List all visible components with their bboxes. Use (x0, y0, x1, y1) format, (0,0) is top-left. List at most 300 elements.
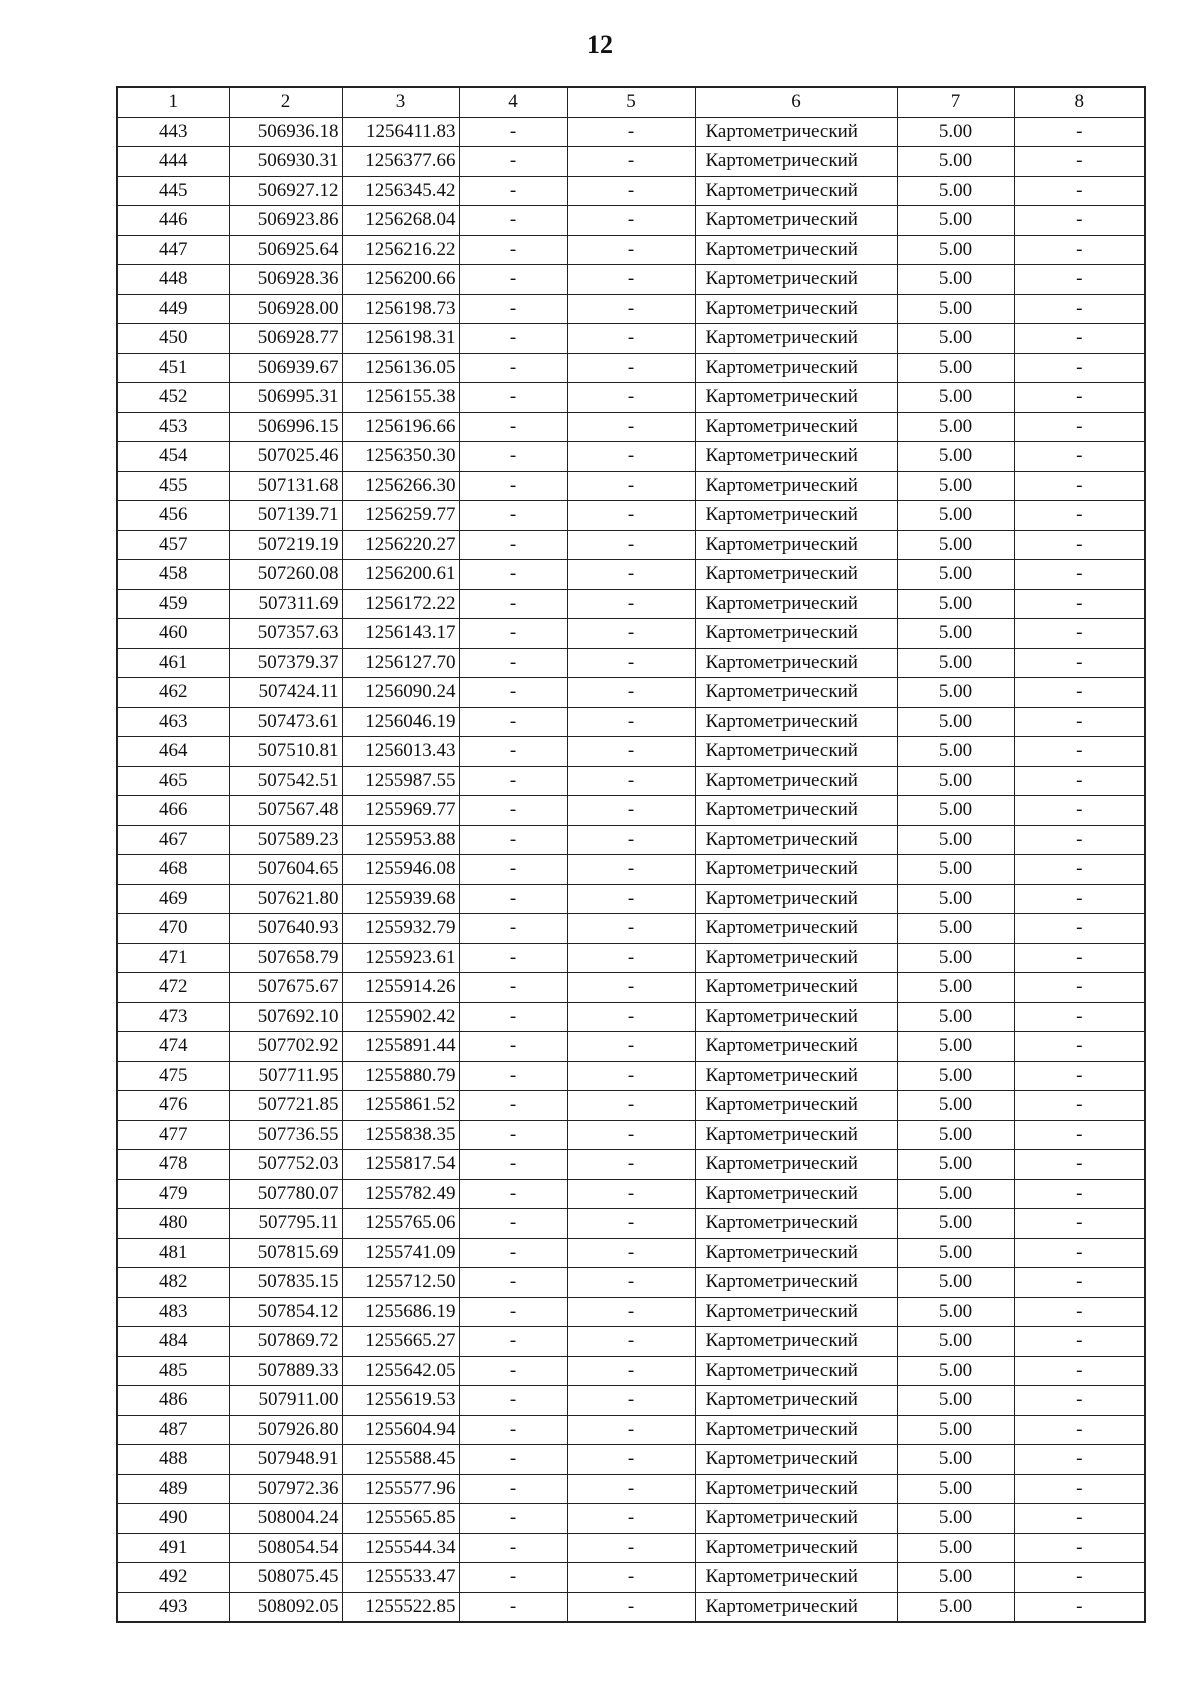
column-4-cell: - (459, 1504, 567, 1534)
accuracy-cell: 5.00 (897, 884, 1014, 914)
accuracy-cell: 5.00 (897, 1327, 1014, 1357)
point-number-cell: 478 (117, 1150, 229, 1180)
y-coordinate-cell: 1256411.83 (342, 117, 459, 147)
column-4-cell: - (459, 1268, 567, 1298)
table-row (117, 648, 1145, 678)
column-8-cell: - (1014, 1179, 1145, 1209)
y-coordinate-cell: 1256216.22 (342, 235, 459, 265)
method-cell: Картометрический (695, 943, 897, 973)
table-row (117, 1297, 1145, 1327)
point-number-cell: 457 (117, 530, 229, 560)
column-5-cell: - (567, 1563, 695, 1593)
table-row (117, 206, 1145, 236)
y-coordinate-cell: 1255565.85 (342, 1504, 459, 1534)
accuracy-cell: 5.00 (897, 855, 1014, 885)
accuracy-cell: 5.00 (897, 412, 1014, 442)
accuracy-cell: 5.00 (897, 1297, 1014, 1327)
column-8-cell: - (1014, 796, 1145, 826)
method-cell: Картометрический (695, 501, 897, 531)
column-5-cell: - (567, 1091, 695, 1121)
point-number-cell: 475 (117, 1061, 229, 1091)
column-5-cell: - (567, 1415, 695, 1445)
method-cell: Картометрический (695, 1504, 897, 1534)
point-number-cell: 454 (117, 442, 229, 472)
point-number-cell: 490 (117, 1504, 229, 1534)
column-4-cell: - (459, 353, 567, 383)
x-coordinate-cell: 507658.79 (229, 943, 342, 973)
column-8-cell: - (1014, 117, 1145, 147)
column-header: 4 (459, 87, 567, 117)
x-coordinate-cell: 507692.10 (229, 1002, 342, 1032)
column-4-cell: - (459, 1150, 567, 1180)
point-number-cell: 476 (117, 1091, 229, 1121)
accuracy-cell: 5.00 (897, 353, 1014, 383)
y-coordinate-cell: 1255923.61 (342, 943, 459, 973)
method-cell: Картометрический (695, 678, 897, 708)
accuracy-cell: 5.00 (897, 796, 1014, 826)
column-4-cell: - (459, 707, 567, 737)
point-number-cell: 486 (117, 1386, 229, 1416)
table-row (117, 1356, 1145, 1386)
y-coordinate-cell: 1255817.54 (342, 1150, 459, 1180)
column-8-cell: - (1014, 619, 1145, 649)
column-4-cell: - (459, 884, 567, 914)
point-number-cell: 446 (117, 206, 229, 236)
x-coordinate-cell: 508054.54 (229, 1533, 342, 1563)
column-header: 7 (897, 87, 1014, 117)
y-coordinate-cell: 1255577.96 (342, 1474, 459, 1504)
column-5-cell: - (567, 884, 695, 914)
method-cell: Картометрический (695, 442, 897, 472)
table-row (117, 1150, 1145, 1180)
accuracy-cell: 5.00 (897, 117, 1014, 147)
column-4-cell: - (459, 648, 567, 678)
accuracy-cell: 5.00 (897, 1209, 1014, 1239)
point-number-cell: 488 (117, 1445, 229, 1475)
y-coordinate-cell: 1255544.34 (342, 1533, 459, 1563)
y-coordinate-cell: 1256155.38 (342, 383, 459, 413)
column-8-cell: - (1014, 973, 1145, 1003)
column-8-cell: - (1014, 825, 1145, 855)
column-8-cell: - (1014, 1209, 1145, 1239)
table-row (117, 707, 1145, 737)
x-coordinate-cell: 506930.31 (229, 147, 342, 177)
column-5-cell: - (567, 235, 695, 265)
accuracy-cell: 5.00 (897, 560, 1014, 590)
y-coordinate-cell: 1255987.55 (342, 766, 459, 796)
column-5-cell: - (567, 1238, 695, 1268)
accuracy-cell: 5.00 (897, 1563, 1014, 1593)
column-5-cell: - (567, 412, 695, 442)
x-coordinate-cell: 507311.69 (229, 589, 342, 619)
accuracy-cell: 5.00 (897, 471, 1014, 501)
table-row (117, 796, 1145, 826)
x-coordinate-cell: 507219.19 (229, 530, 342, 560)
method-cell: Картометрический (695, 117, 897, 147)
x-coordinate-cell: 506939.67 (229, 353, 342, 383)
accuracy-cell: 5.00 (897, 1091, 1014, 1121)
point-number-cell: 493 (117, 1592, 229, 1622)
method-cell: Картометрический (695, 147, 897, 177)
column-8-cell: - (1014, 1474, 1145, 1504)
column-4-cell: - (459, 560, 567, 590)
point-number-cell: 452 (117, 383, 229, 413)
column-5-cell: - (567, 1179, 695, 1209)
column-4-cell: - (459, 206, 567, 236)
column-5-cell: - (567, 737, 695, 767)
column-header: 5 (567, 87, 695, 117)
point-number-cell: 481 (117, 1238, 229, 1268)
column-5-cell: - (567, 294, 695, 324)
column-8-cell: - (1014, 855, 1145, 885)
point-number-cell: 468 (117, 855, 229, 885)
column-header: 1 (117, 87, 229, 117)
column-4-cell: - (459, 176, 567, 206)
point-number-cell: 459 (117, 589, 229, 619)
accuracy-cell: 5.00 (897, 294, 1014, 324)
table-row (117, 1563, 1145, 1593)
y-coordinate-cell: 1256196.66 (342, 412, 459, 442)
x-coordinate-cell: 507379.37 (229, 648, 342, 678)
table-row (117, 147, 1145, 177)
column-header: 6 (695, 87, 897, 117)
column-5-cell: - (567, 324, 695, 354)
y-coordinate-cell: 1256143.17 (342, 619, 459, 649)
method-cell: Картометрический (695, 1386, 897, 1416)
column-4-cell: - (459, 1297, 567, 1327)
column-5-cell: - (567, 530, 695, 560)
x-coordinate-cell: 507736.55 (229, 1120, 342, 1150)
point-number-cell: 450 (117, 324, 229, 354)
x-coordinate-cell: 507473.61 (229, 707, 342, 737)
column-8-cell: - (1014, 147, 1145, 177)
accuracy-cell: 5.00 (897, 914, 1014, 944)
x-coordinate-cell: 506996.15 (229, 412, 342, 442)
column-5-cell: - (567, 1002, 695, 1032)
method-cell: Картометрический (695, 1238, 897, 1268)
y-coordinate-cell: 1255969.77 (342, 796, 459, 826)
table-row (117, 1002, 1145, 1032)
column-5-cell: - (567, 147, 695, 177)
accuracy-cell: 5.00 (897, 648, 1014, 678)
column-4-cell: - (459, 1327, 567, 1357)
column-8-cell: - (1014, 206, 1145, 236)
accuracy-cell: 5.00 (897, 442, 1014, 472)
x-coordinate-cell: 507889.33 (229, 1356, 342, 1386)
accuracy-cell: 5.00 (897, 707, 1014, 737)
accuracy-cell: 5.00 (897, 501, 1014, 531)
y-coordinate-cell: 1256136.05 (342, 353, 459, 383)
column-8-cell: - (1014, 1592, 1145, 1622)
column-4-cell: - (459, 1179, 567, 1209)
column-5-cell: - (567, 1209, 695, 1239)
x-coordinate-cell: 507911.00 (229, 1386, 342, 1416)
method-cell: Картометрический (695, 855, 897, 885)
x-coordinate-cell: 507589.23 (229, 825, 342, 855)
column-4-cell: - (459, 973, 567, 1003)
column-4-cell: - (459, 825, 567, 855)
column-8-cell: - (1014, 1327, 1145, 1357)
column-5-cell: - (567, 206, 695, 236)
x-coordinate-cell: 507510.81 (229, 737, 342, 767)
column-8-cell: - (1014, 471, 1145, 501)
accuracy-cell: 5.00 (897, 1504, 1014, 1534)
table-row (117, 825, 1145, 855)
column-8-cell: - (1014, 766, 1145, 796)
y-coordinate-cell: 1255902.42 (342, 1002, 459, 1032)
column-5-cell: - (567, 796, 695, 826)
column-4-cell: - (459, 1120, 567, 1150)
method-cell: Картометрический (695, 294, 897, 324)
column-8-cell: - (1014, 176, 1145, 206)
column-4-cell: - (459, 147, 567, 177)
table-row (117, 1415, 1145, 1445)
table-body (117, 117, 1145, 1622)
y-coordinate-cell: 1255522.85 (342, 1592, 459, 1622)
table-row (117, 294, 1145, 324)
column-4-cell: - (459, 1563, 567, 1593)
column-4-cell: - (459, 796, 567, 826)
method-cell: Картометрический (695, 1209, 897, 1239)
column-5-cell: - (567, 353, 695, 383)
column-8-cell: - (1014, 324, 1145, 354)
table-row (117, 589, 1145, 619)
column-4-cell: - (459, 324, 567, 354)
table-row (117, 353, 1145, 383)
method-cell: Картометрический (695, 265, 897, 295)
method-cell: Картометрический (695, 737, 897, 767)
method-cell: Картометрический (695, 1327, 897, 1357)
y-coordinate-cell: 1256198.31 (342, 324, 459, 354)
table-row (117, 1386, 1145, 1416)
table-row (117, 1091, 1145, 1121)
column-5-cell: - (567, 1120, 695, 1150)
accuracy-cell: 5.00 (897, 589, 1014, 619)
column-4-cell: - (459, 1032, 567, 1062)
column-8-cell: - (1014, 560, 1145, 590)
column-8-cell: - (1014, 265, 1145, 295)
column-5-cell: - (567, 1592, 695, 1622)
column-4-cell: - (459, 1386, 567, 1416)
column-5-cell: - (567, 442, 695, 472)
method-cell: Картометрический (695, 235, 897, 265)
method-cell: Картометрический (695, 825, 897, 855)
method-cell: Картометрический (695, 1415, 897, 1445)
y-coordinate-cell: 1256220.27 (342, 530, 459, 560)
y-coordinate-cell: 1255953.88 (342, 825, 459, 855)
point-number-cell: 445 (117, 176, 229, 206)
accuracy-cell: 5.00 (897, 147, 1014, 177)
y-coordinate-cell: 1255932.79 (342, 914, 459, 944)
column-5-cell: - (567, 619, 695, 649)
y-coordinate-cell: 1255741.09 (342, 1238, 459, 1268)
y-coordinate-cell: 1256377.66 (342, 147, 459, 177)
y-coordinate-cell: 1256259.77 (342, 501, 459, 531)
point-number-cell: 455 (117, 471, 229, 501)
coordinates-table (116, 86, 1146, 1623)
accuracy-cell: 5.00 (897, 1415, 1014, 1445)
accuracy-cell: 5.00 (897, 766, 1014, 796)
x-coordinate-cell: 508075.45 (229, 1563, 342, 1593)
method-cell: Картометрический (695, 324, 897, 354)
table-row (117, 1120, 1145, 1150)
x-coordinate-cell: 507854.12 (229, 1297, 342, 1327)
column-5-cell: - (567, 1032, 695, 1062)
method-cell: Картометрический (695, 560, 897, 590)
column-5-cell: - (567, 1327, 695, 1357)
method-cell: Картометрический (695, 1563, 897, 1593)
y-coordinate-cell: 1255782.49 (342, 1179, 459, 1209)
method-cell: Картометрический (695, 383, 897, 413)
y-coordinate-cell: 1255838.35 (342, 1120, 459, 1150)
point-number-cell: 449 (117, 294, 229, 324)
table-row (117, 973, 1145, 1003)
x-coordinate-cell: 507972.36 (229, 1474, 342, 1504)
table-row (117, 1061, 1145, 1091)
accuracy-cell: 5.00 (897, 1061, 1014, 1091)
column-4-cell: - (459, 412, 567, 442)
accuracy-cell: 5.00 (897, 825, 1014, 855)
y-coordinate-cell: 1255686.19 (342, 1297, 459, 1327)
x-coordinate-cell: 506928.36 (229, 265, 342, 295)
x-coordinate-cell: 507542.51 (229, 766, 342, 796)
x-coordinate-cell: 507357.63 (229, 619, 342, 649)
y-coordinate-cell: 1256345.42 (342, 176, 459, 206)
accuracy-cell: 5.00 (897, 1356, 1014, 1386)
y-coordinate-cell: 1255939.68 (342, 884, 459, 914)
column-8-cell: - (1014, 707, 1145, 737)
table-header-row (117, 87, 1145, 117)
column-4-cell: - (459, 766, 567, 796)
column-5-cell: - (567, 707, 695, 737)
accuracy-cell: 5.00 (897, 324, 1014, 354)
column-4-cell: - (459, 1415, 567, 1445)
x-coordinate-cell: 507640.93 (229, 914, 342, 944)
x-coordinate-cell: 506923.86 (229, 206, 342, 236)
accuracy-cell: 5.00 (897, 206, 1014, 236)
column-8-cell: - (1014, 1356, 1145, 1386)
x-coordinate-cell: 506995.31 (229, 383, 342, 413)
point-number-cell: 473 (117, 1002, 229, 1032)
table-row (117, 1209, 1145, 1239)
column-4-cell: - (459, 501, 567, 531)
table-row (117, 501, 1145, 531)
point-number-cell: 474 (117, 1032, 229, 1062)
method-cell: Картометрический (695, 619, 897, 649)
x-coordinate-cell: 507926.80 (229, 1415, 342, 1445)
column-5-cell: - (567, 914, 695, 944)
x-coordinate-cell: 507711.95 (229, 1061, 342, 1091)
point-number-cell: 487 (117, 1415, 229, 1445)
point-number-cell: 472 (117, 973, 229, 1003)
accuracy-cell: 5.00 (897, 1002, 1014, 1032)
y-coordinate-cell: 1255642.05 (342, 1356, 459, 1386)
column-8-cell: - (1014, 1297, 1145, 1327)
method-cell: Картометрический (695, 766, 897, 796)
table-row (117, 1533, 1145, 1563)
accuracy-cell: 5.00 (897, 1179, 1014, 1209)
accuracy-cell: 5.00 (897, 1032, 1014, 1062)
method-cell: Картометрический (695, 973, 897, 1003)
table-row (117, 530, 1145, 560)
column-5-cell: - (567, 973, 695, 1003)
point-number-cell: 443 (117, 117, 229, 147)
column-5-cell: - (567, 589, 695, 619)
column-8-cell: - (1014, 1091, 1145, 1121)
column-header: 3 (342, 87, 459, 117)
column-5-cell: - (567, 1061, 695, 1091)
column-5-cell: - (567, 766, 695, 796)
table-row (117, 855, 1145, 885)
y-coordinate-cell: 1255665.27 (342, 1327, 459, 1357)
table-row (117, 884, 1145, 914)
table-row (117, 1445, 1145, 1475)
column-4-cell: - (459, 530, 567, 560)
accuracy-cell: 5.00 (897, 1386, 1014, 1416)
y-coordinate-cell: 1255891.44 (342, 1032, 459, 1062)
x-coordinate-cell: 507815.69 (229, 1238, 342, 1268)
column-4-cell: - (459, 1474, 567, 1504)
point-number-cell: 464 (117, 737, 229, 767)
method-cell: Картометрический (695, 1356, 897, 1386)
accuracy-cell: 5.00 (897, 1238, 1014, 1268)
x-coordinate-cell: 507835.15 (229, 1268, 342, 1298)
method-cell: Картометрический (695, 1533, 897, 1563)
column-5-cell: - (567, 943, 695, 973)
table-row (117, 176, 1145, 206)
column-8-cell: - (1014, 943, 1145, 973)
point-number-cell: 479 (117, 1179, 229, 1209)
y-coordinate-cell: 1255533.47 (342, 1563, 459, 1593)
point-number-cell: 460 (117, 619, 229, 649)
column-8-cell: - (1014, 501, 1145, 531)
y-coordinate-cell: 1255880.79 (342, 1061, 459, 1091)
x-coordinate-cell: 507260.08 (229, 560, 342, 590)
method-cell: Картометрический (695, 1002, 897, 1032)
method-cell: Картометрический (695, 1120, 897, 1150)
y-coordinate-cell: 1256200.61 (342, 560, 459, 590)
point-number-cell: 489 (117, 1474, 229, 1504)
column-5-cell: - (567, 383, 695, 413)
column-5-cell: - (567, 855, 695, 885)
column-8-cell: - (1014, 1061, 1145, 1091)
y-coordinate-cell: 1256200.66 (342, 265, 459, 295)
table-row (117, 1592, 1145, 1622)
x-coordinate-cell: 508004.24 (229, 1504, 342, 1534)
accuracy-cell: 5.00 (897, 1150, 1014, 1180)
column-4-cell: - (459, 619, 567, 649)
y-coordinate-cell: 1256127.70 (342, 648, 459, 678)
point-number-cell: 453 (117, 412, 229, 442)
column-4-cell: - (459, 1091, 567, 1121)
column-8-cell: - (1014, 648, 1145, 678)
column-4-cell: - (459, 117, 567, 147)
method-cell: Картометрический (695, 206, 897, 236)
method-cell: Картометрический (695, 1474, 897, 1504)
y-coordinate-cell: 1256013.43 (342, 737, 459, 767)
table-row (117, 766, 1145, 796)
point-number-cell: 463 (117, 707, 229, 737)
method-cell: Картометрический (695, 1445, 897, 1475)
table-row (117, 471, 1145, 501)
method-cell: Картометрический (695, 471, 897, 501)
column-8-cell: - (1014, 1150, 1145, 1180)
table-row (117, 1327, 1145, 1357)
column-4-cell: - (459, 235, 567, 265)
column-8-cell: - (1014, 884, 1145, 914)
column-4-cell: - (459, 1061, 567, 1091)
column-8-cell: - (1014, 1032, 1145, 1062)
